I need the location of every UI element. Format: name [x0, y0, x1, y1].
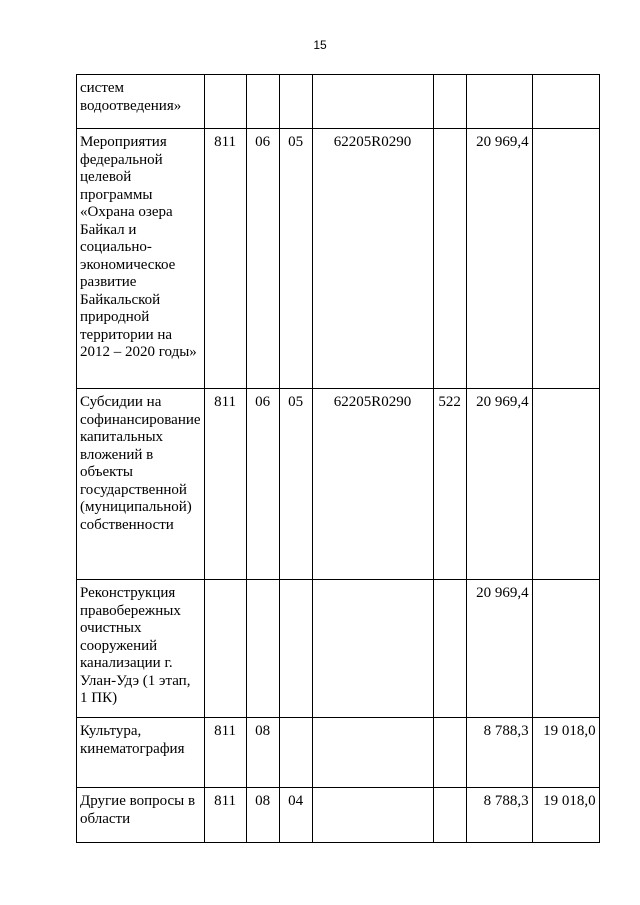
subsection-cell	[279, 75, 312, 129]
expense-type-cell: 522	[433, 389, 466, 580]
target-article-cell	[312, 788, 433, 843]
grbs-cell: 811	[204, 129, 246, 389]
section-cell: 06	[246, 389, 279, 580]
amount-2-cell: 19 018,0	[532, 718, 599, 788]
expense-type-cell	[433, 75, 466, 129]
row-name-cell	[77, 788, 205, 843]
table-row	[77, 389, 600, 580]
table-row	[77, 580, 600, 718]
target-article-cell	[312, 718, 433, 788]
table-row	[77, 718, 600, 788]
budget-table	[76, 74, 600, 843]
row-name: систем водоотведения»	[80, 80, 182, 114]
row-name: Мероприятия федеральной целевой программы «Охрана озера Байкал и социально-экономическое развитие Байкальской природной территории на 2012 – 2020 годы»	[80, 134, 197, 360]
expense-type-cell	[433, 129, 466, 389]
row-name: Культура, кинематография	[80, 723, 185, 757]
target-article-cell	[312, 75, 433, 129]
row-name: Реконструкция правобережных очистных сооружений канализации г. Улан-Удэ (1 этап, 1 ПК)	[80, 585, 191, 706]
expense-type-cell	[433, 718, 466, 788]
subsection-cell: 05	[279, 389, 312, 580]
section-cell	[246, 580, 279, 718]
grbs-cell	[204, 580, 246, 718]
amount-2-cell	[532, 129, 599, 389]
amount-2-cell	[532, 75, 599, 129]
grbs-cell	[204, 75, 246, 129]
section-cell: 08	[246, 718, 279, 788]
row-name-cell	[77, 129, 205, 389]
subsection-cell: 05	[279, 129, 312, 389]
expense-type-cell	[433, 788, 466, 843]
amount-2-cell	[532, 389, 599, 580]
section-cell: 08	[246, 788, 279, 843]
target-article-cell: 62205R0290	[312, 389, 433, 580]
amount-1-cell: 20 969,4	[466, 129, 532, 389]
subsection-cell: 04	[279, 788, 312, 843]
amount-1-cell: 8 788,3	[466, 718, 532, 788]
amount-1-cell	[466, 75, 532, 129]
row-name-cell	[77, 75, 205, 129]
amount-1-cell: 20 969,4	[466, 580, 532, 718]
target-article-cell: 62205R0290	[312, 129, 433, 389]
grbs-cell: 811	[204, 389, 246, 580]
subsection-cell	[279, 580, 312, 718]
row-name-cell	[77, 718, 205, 788]
amount-1-cell: 8 788,3	[466, 788, 532, 843]
row-name-cell	[77, 389, 205, 580]
grbs-cell: 811	[204, 718, 246, 788]
amount-2-cell	[532, 580, 599, 718]
expense-type-cell	[433, 580, 466, 718]
row-name: Другие вопросы в области	[80, 793, 196, 827]
subsection-cell	[279, 718, 312, 788]
table-row	[77, 788, 600, 843]
section-cell: 06	[246, 129, 279, 389]
amount-2-cell: 19 018,0	[532, 788, 599, 843]
amount-1-cell: 20 969,4	[466, 389, 532, 580]
row-name: Субсидии на софинансирование капитальных вложений в объекты государственной (муниципальной) собственности	[80, 394, 201, 533]
grbs-cell: 811	[204, 788, 246, 843]
page-number: 15	[313, 38, 327, 52]
row-name-cell	[77, 580, 205, 718]
target-article-cell	[312, 580, 433, 718]
table-row	[77, 129, 600, 389]
table-row	[77, 75, 600, 129]
section-cell	[246, 75, 279, 129]
